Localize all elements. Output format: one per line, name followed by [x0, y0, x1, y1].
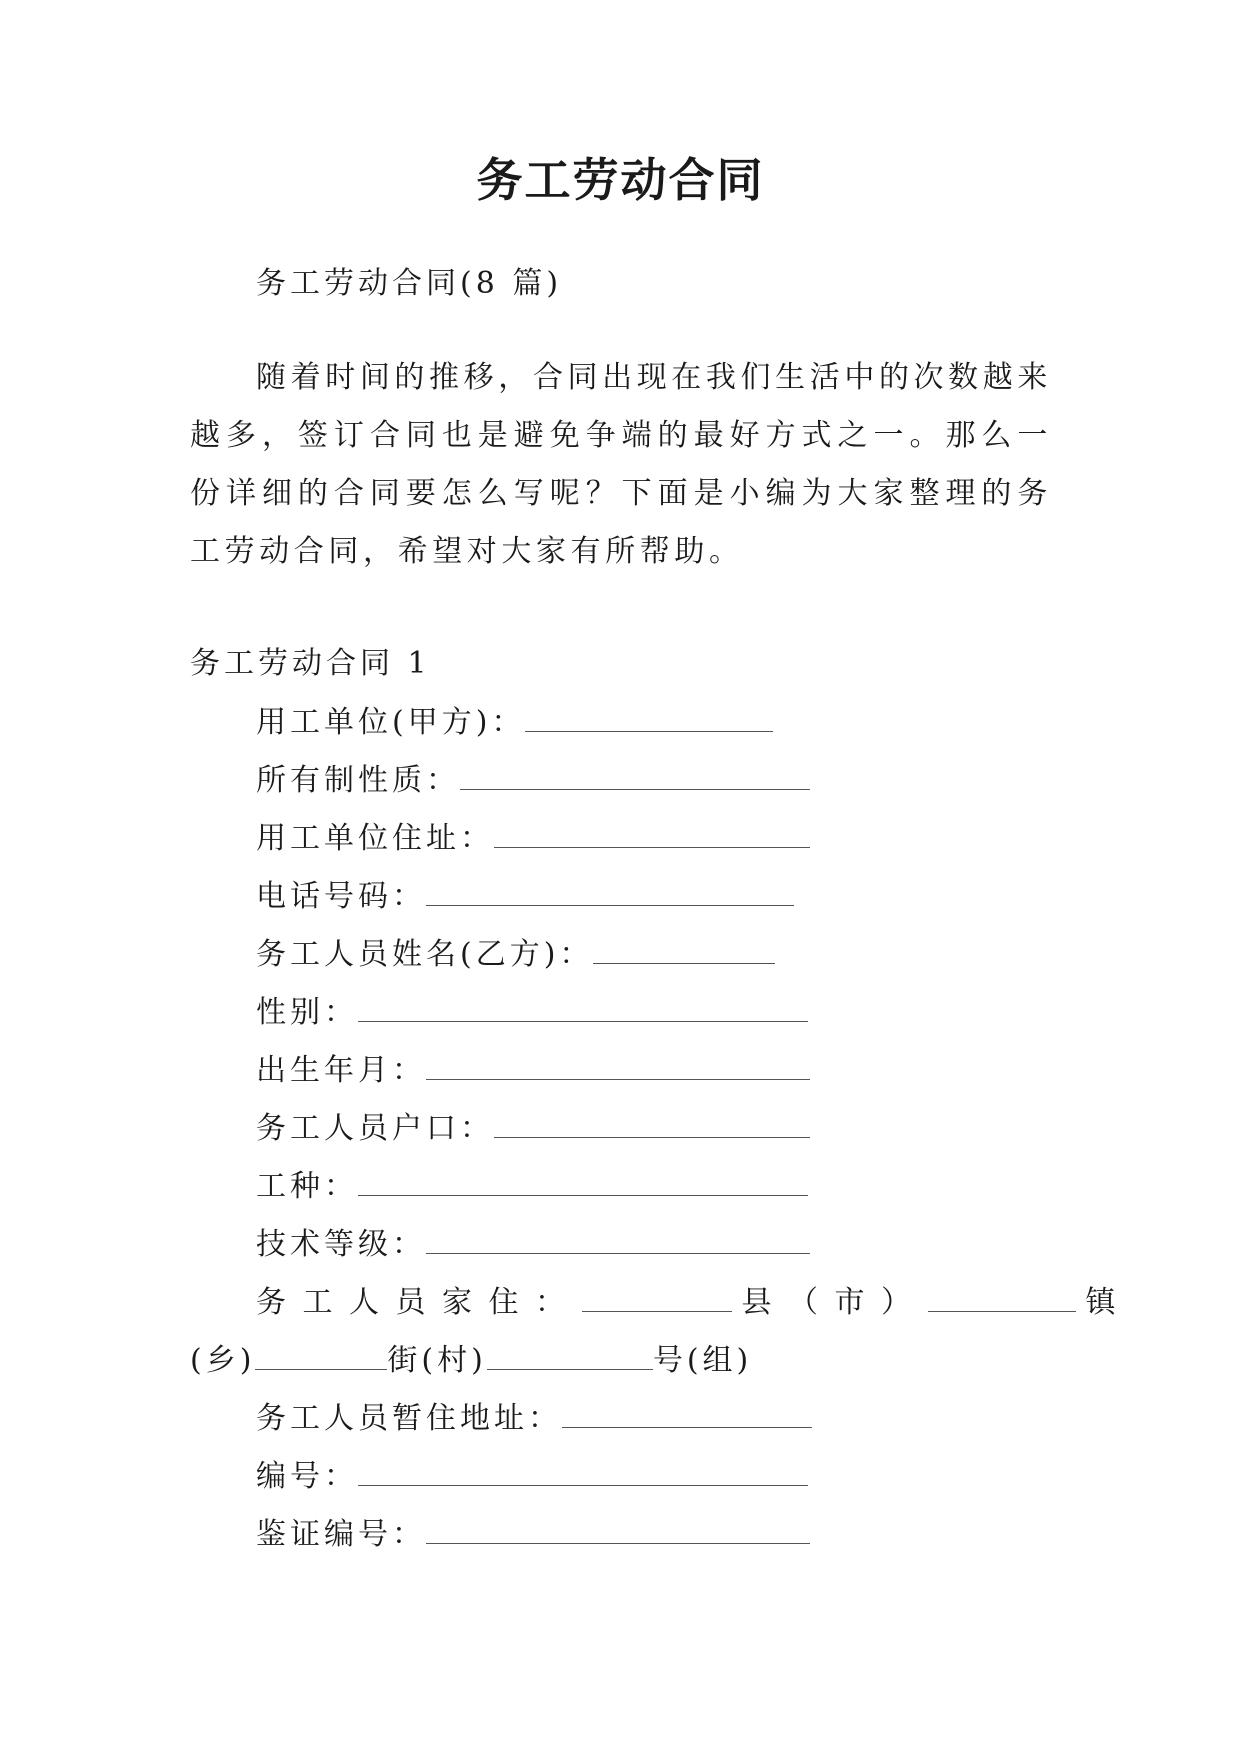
birth-row: [256, 1049, 810, 1093]
worker-name-label: 务工人员姓名(乙方)：: [256, 937, 594, 972]
ownership-label: 所有制性质：: [256, 763, 460, 798]
ownership-row: [256, 759, 810, 803]
hukou-blank[interactable]: [494, 1107, 810, 1138]
document-title: 务工劳动合同: [476, 153, 765, 207]
number-label: 号(组): [652, 1343, 753, 1378]
employer-row: [256, 701, 773, 745]
employer-address-row: [256, 817, 810, 861]
phone-blank[interactable]: [426, 875, 794, 906]
worker-name-blank[interactable]: [593, 933, 775, 964]
ownership-blank[interactable]: [460, 759, 810, 790]
employer-label: 用工单位(甲方)：: [256, 705, 526, 740]
county-blank[interactable]: [582, 1281, 732, 1312]
gender-label: 性别：: [256, 995, 358, 1030]
hukou-label: 务工人员户口：: [256, 1111, 494, 1146]
birth-blank[interactable]: [426, 1049, 810, 1080]
job-type-row: [256, 1165, 808, 1209]
document-subtitle: 务工劳动合同(8 篇): [256, 266, 563, 301]
cert-serial-row: [256, 1513, 810, 1557]
township-blank[interactable]: [255, 1339, 387, 1370]
temp-address-row: [256, 1397, 812, 1441]
tech-level-label: 技术等级：: [256, 1227, 426, 1262]
worker-name-row: [256, 933, 775, 977]
town-label: 镇: [1085, 1285, 1120, 1320]
phone-label: 电话号码：: [256, 879, 426, 914]
home-label: 务工人员家住：: [256, 1285, 582, 1320]
cert-serial-label: 鉴证编号：: [256, 1517, 426, 1552]
township-label: (乡): [190, 1343, 256, 1378]
serial-blank[interactable]: [358, 1455, 808, 1486]
birth-label: 出生年月：: [256, 1053, 426, 1088]
temp-address-blank[interactable]: [562, 1397, 812, 1428]
phone-row: [256, 875, 794, 919]
gender-blank[interactable]: [358, 991, 808, 1022]
serial-row: [256, 1455, 808, 1499]
town-blank[interactable]: [928, 1281, 1076, 1312]
job-type-blank[interactable]: [358, 1165, 808, 1196]
job-type-label: 工种：: [256, 1169, 358, 1204]
employer-address-label: 用工单位住址：: [256, 821, 494, 856]
home-row-continued: [190, 1339, 752, 1383]
section-heading: 务工劳动合同 1: [190, 646, 431, 681]
cert-serial-blank[interactable]: [426, 1513, 810, 1544]
gender-row: [256, 991, 808, 1035]
temp-address-label: 务工人员暂住地址：: [256, 1401, 562, 1436]
street-blank[interactable]: [487, 1339, 653, 1370]
tech-level-row: [256, 1223, 810, 1267]
hukou-row: [256, 1107, 810, 1151]
county-label: 县（市）: [741, 1285, 928, 1320]
employer-blank[interactable]: [525, 701, 773, 732]
serial-label: 编号：: [256, 1459, 358, 1494]
tech-level-blank[interactable]: [426, 1223, 810, 1254]
employer-address-blank[interactable]: [494, 817, 810, 848]
intro-paragraph: 随着时间的推移，合同出现在我们生活中的次数越来越多，签订合同也是避免争端的最好方式之一。那么一份详细的合同要怎么写呢？下面是小编为大家整理的务工劳动合同，希望对大家有所帮助。: [190, 360, 1052, 569]
home-row: [256, 1281, 1120, 1325]
street-label: 街(村): [387, 1343, 487, 1378]
